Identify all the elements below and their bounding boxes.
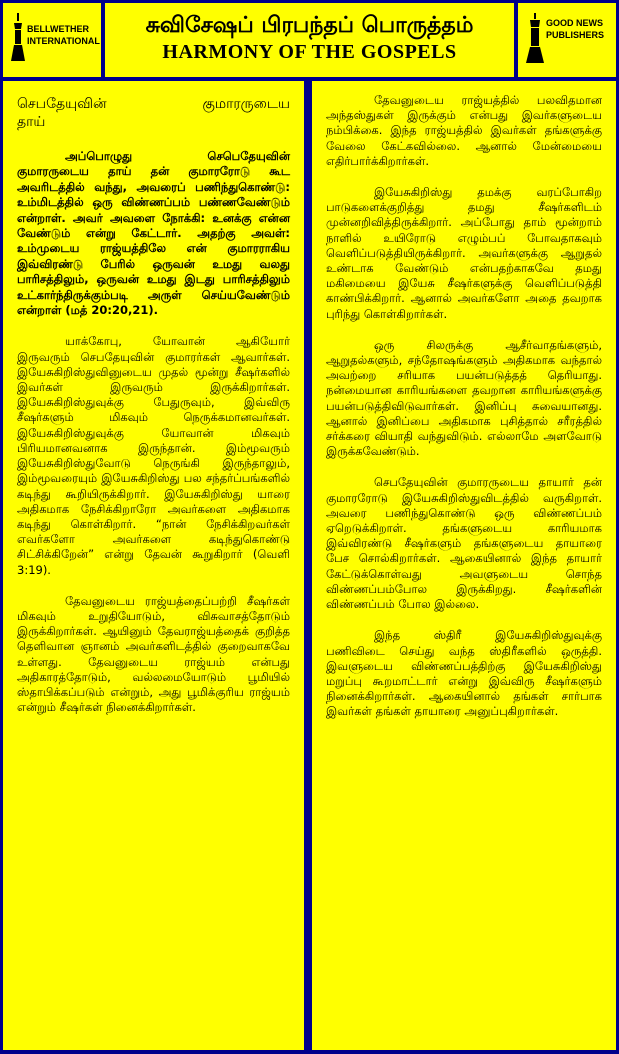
logo-left-line2: INTERNATIONAL	[27, 36, 100, 46]
section-heading	[17, 95, 290, 131]
left-column	[3, 81, 304, 1050]
paragraph: செபதேயுவின் குமாரருடைய தாயார் தன் குமாரரோடு இயேசுகிறிஸ்துவிடத்தில் வருகிறாள். அவரை பணிந்துகொண்டு ஒரு விண்ணப்பம் ஏறெடுக்கிறாள். தங்களுடைய காரியமாக இவ்விரண்டு சீஷர்களும் தங்களுடைய தாயாரை பேச சொல்கிறார்கள். ஆகையினால் இந்த தாயார் கேட்டுக்கொள்வது அவளுடைய சொந்த விண்ணப்பம்போல இருக்கிறது. சீஷர்களின் விண்ணப்பம் போல இல்லை.	[326, 475, 602, 612]
paragraph: தேவனுடைய ராஜ்யத்தைப்பற்றி சீஷர்கள் மிகவும் உறுதியோடும், விசுவாசத்தோடும் இருக்கிறார்கள். ஆயினும் தேவராஜ்யத்தைக் குறித்த தெளிவான ஞானம் அவர்களிடத்தில் குறைவாகவே உள்ளது. தேவனுடைய ராஜ்யம் என்பது அதிகாரத்தோடும், வல்லமையோடும் பூமியில் ஸ்தாபிக்கப்படும் என்றும், அது பூமிக்குரிய ராஜ்யம் என்றும் சீஷர்கள் நினைக்கிறார்கள்.	[17, 593, 290, 715]
bellwether-logo	[3, 3, 101, 77]
title-box	[105, 3, 514, 77]
scripture-quote: அப்பொழுது செபெதேயுவின் குமாரருடைய தாய் தன் குமாரரோடு கூட அவரிடத்தில் வந்து, அவரைப் பணிந்துகொண்டு: உம்மிடத்தில் ஒரு விண்ணப்பம் பண்ணவேண்டும் என்றாள். அவர் அவளை நோக்கி: உனக்கு என்ன வேண்டும் என்று கேட்டார். அதற்கு அவள்: உம்முடைய ராஜ்யத்திலே என் குமாரராகிய இவ்விரண்டு பேரில் ஒருவன் உமது வலது பாரிசத்திலும், ஒருவன் உமது இடது பாரிசத்திலும் உட்கார்ந்திருக்கும்படி அருள் செய்யவேண்டும் என்றாள் (மத் 20:20,21).	[17, 149, 290, 318]
page-header	[3, 3, 616, 77]
paragraph: தேவனுடைய ராஜ்யத்தில் பலவிதமான அந்தஸ்துகள் இருக்கும் என்பது இவர்களுடைய நம்பிக்கை. இந்த ராஜ்யத்தில் இவர்கள் தங்களுக்கு வேலை கேட்கவில்லை. ஆனால் மேன்மையை எதிர்பார்க்கிறார்கள்.	[326, 93, 602, 168]
paragraph: யாக்கோபு, யோவான் ஆகியோர் இருவரும் செபதேயுவின் குமாரர்கள் ஆவார்கள். இயேசுகிறிஸ்துவினுடைய முதல் மூன்று சீஷர்களில் இவர்கள் இருவரும் இருக்கிறார்கள். இயேசுகிறிஸ்துவுக்கு பேதுருவும், இவ்விரு சீஷர்களும் மிகவும் நெருக்கமானவர்கள். இயேசுகிறிஸ்துவுக்கு யோவான் மிகவும் பிரியமானவனாக இருந்தான். இம்மூவரும் இயேசுகிறிஸ்துவோடு நெருங்கி இருந்தாலும், இம்மூவரையும் இயேசுகிறிஸ்து பல சந்தர்ப்பங்களில் கடிந்து கூறியிருக்கிறார். இயேசுகிறிஸ்து யாரை அதிகமாக நேசிக்கிறாரோ அவர்களை அதிகமாக கடிந்து கொள்கிறார். “நான் நேசிக்கிறவர்கள் எவர்களோ அவர்களை கடிந்துகொண்டு சிட்சிக்கிறேன்” என்று தேவன் கூறுகிறார் (வெளி 3:19).	[17, 334, 290, 577]
title-english: HARMONY OF THE GOSPELS	[162, 41, 457, 63]
paragraph: இந்த ஸ்திரீ இயேசுகிறிஸ்துவுக்கு பணிவிடை செய்து வந்த ஸ்திரீகளில் ஒருத்தி. இவளுடைய விண்ணப்பத்திற்கு இயேசுகிறிஸ்து மறுப்பு கூறமாட்டார் என்று இவ்விரு சீஷர்களும் நினைக்கிறார்கள். ஆகையினால் தங்கள் சார்பாக இவர்கள் தங்கள் தாயாரை அனுப்புகிறார்கள்.	[326, 628, 602, 719]
title-tamil: சுவிசேஷப் பிரபந்தப் பொருத்தம்	[145, 12, 474, 38]
good-news-logo	[518, 3, 616, 77]
logo-right-line1: GOOD NEWS	[546, 18, 604, 28]
good-news-logo-text	[546, 17, 604, 41]
logo-left-line1: BELLWETHER	[27, 24, 89, 34]
tower-icon	[526, 13, 544, 63]
logo-right-line2: PUBLISHERS	[546, 30, 605, 40]
tower-icon	[11, 13, 27, 61]
bellwether-logo-text	[27, 23, 100, 47]
paragraph: ஒரு சிலருக்கு ஆசீர்வாதங்களும், ஆறுதல்களும், சந்தோஷங்களும் அதிகமாக வந்தால் அவற்றை சரியாக பயன்படுத்தத் தெரியாது. நன்மையான காரியங்களை தவறான காரியங்களுக்கு பயன்படுத்திவிடுவார்கள். இனிப்பு சுவையானது. ஆனால் இனிப்பை அதிகமாக புசித்தால் சரீரத்தில் சர்க்கரை வியாதி வந்துவிடும். எல்லாமே அளவோடு இருக்கவேண்டும்.	[326, 337, 602, 459]
heading-line1: செபதேயுவின் குமாரருடைய	[17, 96, 290, 112]
right-column	[312, 81, 616, 1050]
paragraph: இயேசுகிறிஸ்து தமக்கு வரப்போகிற பாடுகளைக்குறித்து தமது சீஷர்களிடம் முன்னறிவித்திருக்கிறார். அப்போது தாம் மூன்றாம் நாளில் உயிரோடு எழும்பப் போவதாகவும் வெளிப்படுத்தியிருக்கிறார். அவர்களுக்கு ஆறுதல் உண்டாக வேண்டும் என்பதற்காகவே தமது மகிமையை இயேசு சீஷர்களுக்கு வெளிப்படுத்தி காண்பிக்கிறார். ஆனால் அவர்களோ அதை தவறாக புரிந்து கொள்கிறார்கள்.	[326, 185, 602, 321]
heading-line2: தாய்	[17, 114, 46, 130]
